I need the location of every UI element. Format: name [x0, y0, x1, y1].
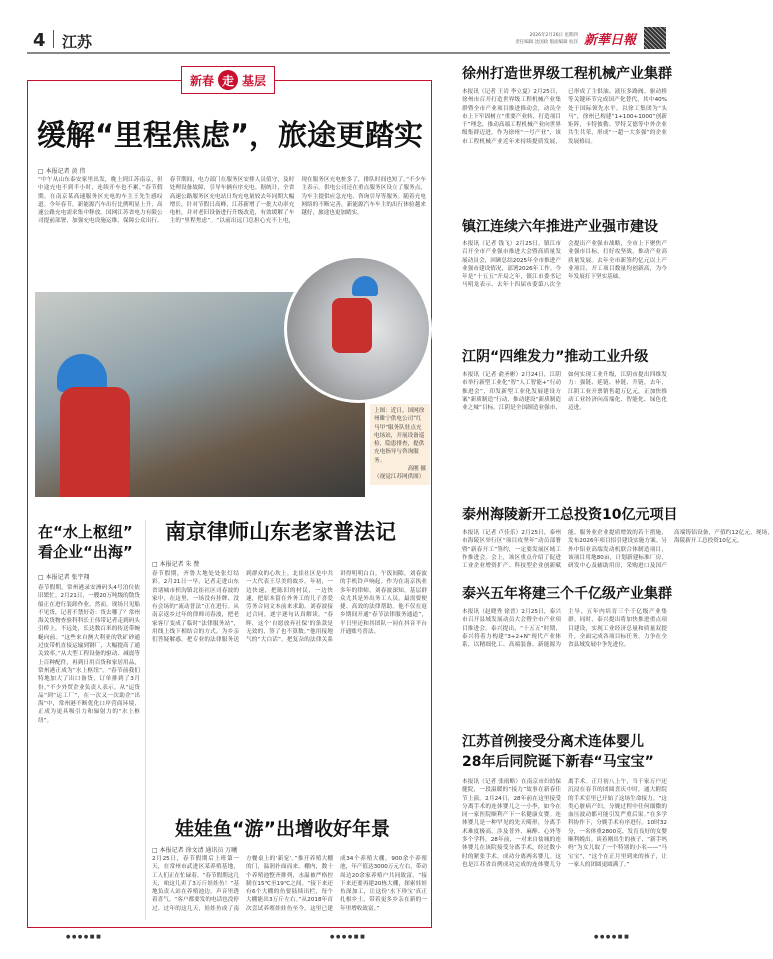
header-meta: [470, 32, 578, 46]
right-story-6-body: 本报讯（记者 张雨略）在南京市妇幼保健院，一段温暖的“接力”故事在新春佳节上演。2月24日，28年前在这里接受分离手术的连体婴儿之一小李，如今在同一家医院顺利产下一名健康女婴。连体婴儿是一种罕见的先天畸形，分离手术难度极高，涉及普外、麻醉、心外等多个学科。28年前，一对来自盐城的连体婴儿在该院接受分离手术，经过数小时的紧张手术，成功分离两名婴儿。这也是江苏省首例成功完成的连体婴儿分离手术。正月初八上午，当千家万户还沉浸在春节的团圆喜庆中时，通大附院的手术室里已开始了这场生命接力。“这类心脏病产妇，分娩过程中任何细微的血压波动都可能引发严重后果。”在多学科协作下，分娩手术有序进行。10时32分，一名体重2800克、发育良好的女婴顺利娩出。谈着刚出生的孩子，“新手妈妈”为女儿取了一个特别的小名——“马宝宝”，“这个在正月里到来的孩子，让一家人的团圆更圆满了。”: [462, 779, 667, 868]
headline-line-2: 28年后同院诞下新春“马宝宝”: [462, 754, 654, 770]
fish-story-body: 2月25日，春节假期后上班第一天，在常州市武进区某养殖基地，工人们正在忙碌着。“春节假期这几天，咱这儿卖了3万斤娃娃鱼！”基地负责人站在养殖池边，声音里透着喜气。“客户都要发的电话也没停过，过年的这几天，娃娃鱼成了南方餐桌上的‘新宠’。”推开养殖大棚的门，温润扑面而来。棚内，数十个养殖池整齐排列，水温被严格控制在15℃至19℃之间。“接下来还有6个大棚的鱼要陆续出栏，每个大棚能出3万斤左右。”从2018年首次尝试养殖娃娃鱼至今，这里已建成34个养殖大棚，900余个养殖池，年产值达3000万元左右，带动周边20余家养殖户共同致富。“接下来还要再建20栋大棚，探索娃娃鱼深加工，让这份‘水下珍宝’真正扎根乡土，带着更多乡亲在新的一年里增收致富。”: [152, 856, 427, 912]
lawyer-story-headline: 南京律师山东老家普法记: [165, 520, 396, 544]
print-registration-marks: ● ● ● ● ■ ■: [594, 934, 629, 940]
right-story-2-body: 本报讯（记者 钱飞）2月25日，镇江市召开全市产业强市推进大会暨高质量发展动员会，回顾总结2025年全市推进产业强市建设情况，部署2026年工作。今年是“十五五”开局之年，镇江市委书记马明龙表示，去年十四届市委第八次全会提出产业强市战略，全市上下聚焦产业强市目标，打好攻坚战，推动产业高质量发展。去年全市新签约亿元以上产业项目、开工项目数量均创新高，为今年发展打下坚实基础。: [462, 241, 667, 289]
masthead-logo: 新華日報: [584, 33, 637, 48]
left-story-headline: [38, 522, 133, 562]
column-divider: [145, 520, 146, 920]
photo-source: （视觉江苏网供图）: [374, 474, 425, 481]
feature-photo-inset: [284, 255, 432, 403]
header-rule: [27, 52, 670, 54]
print-registration-marks: ● ● ● ● ■ ■: [66, 934, 101, 940]
column-badge: [181, 66, 275, 94]
feature-headline: 缓解“里程焦虑”，旅途更踏实: [36, 118, 424, 152]
right-story-4-headline: 泰州海陵新开工总投资10亿元项目: [462, 507, 678, 523]
editors: 责任编辑 沈国政 版面编辑 杭洋: [515, 40, 578, 45]
caption-text: 上图：近日，国网徐州睢宁供电公司“红马甲”服务队驻点充电场站，开展设备巡检，隐患排查，提供充电指导与咨询服务。: [374, 408, 425, 464]
headline-line-1: 在“水上枢纽”: [38, 523, 133, 541]
photo-caption: [370, 404, 430, 485]
right-story-4-body: 本报讯（记者 卢佳乐）2月25日，泰州市海陵区举行区“项目攻坚年”动员部署暨“新春开工”签约，一定要发展区域工作推进会。会上，该区重点介绍了促进工业企业增资扩产、科技型企业创新赋能、服务业企业提质增效的若干措施，发布2026年项目招引建设实施方案。另外中铝业高端发动机联合体制造项目，该项目用地80亩，计划新建标准厂房、研发中心及辅助用房，采购进口及国产高端铸铝设备，产值约12亿元。现场，海陵新开工总投资10亿元。: [462, 530, 773, 570]
feature-body: “中午从山东泰安家里出发，晚上到江苏南京，但中途充电不到半小时，连续开车也不累。”春节假期，在南京某高速服务区充电的车主王先生感叹道。今年春节，新能源汽车出行比例明显上升，高速公路充电需求集中释放。国网江苏省电力有限公司提前部署，加强充电设施运维，保障公众出行。春节期间，电力部门在服务区安排人员值守，及时处理设备故障，引导车辆有序充电。据统计，全省高速公路服务区充电站日均充电量较去年同期大幅增长。针对节假日高峰，江苏新增了一批大功率充电桩，并对老旧设备进行升级改造，有效缓解了车主的“里程焦虑”。“以前出远门总担心充不上电，现在服务区充电桩多了，排队时间也短了。”不少车主表示。供电公司还在重点服务区设立了服务点，为车主提供应急充电、咨询引导等服务。随着充电网络的不断完善，新能源汽车车主的出行体验越来越好，旅途也更加踏实。: [38, 177, 426, 225]
feature-byline: □ 本报记者 黄 伟: [38, 168, 86, 175]
right-story-5-headline: 泰兴五年将建三个千亿级产业集群: [462, 586, 672, 602]
fish-story-headline: 娃娃鱼“游”出增收好年景: [175, 818, 390, 840]
right-story-1-headline: 徐州打造世界级工程机械产业集群: [462, 66, 672, 82]
right-story-1-body: 本报讯（记者 王岩 李立夏）2月25日，徐州市召开打造世界级工程机械产业集群暨全市产业项目推进推动会，动员全市上下牢固树立“重要产业转、打造项目千”理念，推动高端工程机械产业向世界级集群迈进。作为徐州“一号产业”，该市工程机械产业近年来持续提质发展，已形成了主供油、液压多路阀、驱动桥等关键环节完成国产化替代，其中40%处于国际领先水平。以徐工集团为“头马”，徐州已构建“1+100+1000”创新矩阵，卡特彼勒、罗特艾德等中外企业共生共荣，形成“一超一大多强”的企业发展格局。: [462, 89, 667, 145]
right-story-5-body: 本报讯（赵晓秀 徐晋）2月25日，泰兴市召开县域发展动员大会暨全市产业项目推进会。泰兴提出，“十五五”时期，泰兴将着力构建“3+2+N”现代产业体系，以精细化工、高端装备、新能源为主导，五年内培育三个千亿级产业集群。同时，泰兴提出将加快推进重点项目建设，实现工业经济总量和质量双提升，全面完成各项目标任务，力争在全省县域发展中争先进位。: [462, 609, 667, 649]
right-story-6-headline: [462, 732, 654, 772]
header-divider: [53, 30, 54, 48]
print-registration-marks: ● ● ● ● ■ ■: [330, 934, 365, 940]
right-story-3-body: 本报讯（记者 俞圣彬）2月24日，江阴市举行新型工业化“智”人工智能+“行动推进会”，印发新型工业化发展建设方案“新质制造”行动，推动建设“新质制造业之城”目标。江阴是全国制造业强市，如何实现工业升级，江阴市提出四维发力：强链、延链、补链、升链。去年，江阴工业开票销售超万亿元，正加快推动工业经济向高端化、智能化、绿色化迈进。: [462, 372, 667, 412]
section-name: 江苏: [62, 33, 93, 51]
left-story-body: 春节假期，常州港录安洲码头4号泊位依旧繁忙。2月21日，一艘20万吨级的散货船正在进行装卸作业。然而，现场只见船不见货，记者不禁好奇：货去哪了？常州海关货物查验科科长王伟带记者走到码头引桥上，不远处，长达数百米的传送带蜿蜒向前。“这些来自澳大利亚的铁矿砂通过皮带机直接运输到钢厂，大幅提高了通关效率。”从大型工程设备的驱动、减震等上百种配件，再到日用百货和家居用品，常州港正成为“水上枢纽”。“春节前我们特地加大了出口备货，订单排到了3月份。”不少外贸企业负责人表示。从“运货品”到“运工厂”，在一次又一次助企“出海”中，常州港不断优化口岸营商环境，正成为更具吸引力和辐射力的“水上枢纽”。: [38, 585, 140, 724]
page-number: 4: [33, 30, 46, 51]
headline-line-2: 看企业“出海”: [38, 543, 133, 561]
right-story-3-headline: 江阴“四维发力”推动工业升级: [462, 349, 649, 365]
right-story-2-headline: 镇江连续六年推进产业强市建设: [462, 219, 658, 235]
badge-mid: 走: [218, 70, 238, 90]
left-story-byline: □ 本报记者 张宇翔: [38, 574, 90, 581]
badge-right: 基层: [242, 73, 267, 88]
badge-left: 新春: [189, 73, 214, 88]
lawyer-story-byline: □ 本报记者 朱 赞: [152, 561, 200, 568]
photo-credit: 高刚 摄: [407, 466, 426, 473]
headline-line-1: 江苏首例接受分离术连体婴儿: [462, 734, 644, 750]
fish-story-byline: □ 本报记者 徐文清 通讯员 万曦: [152, 847, 238, 854]
issue-date: 2026年2月26日 星期四: [529, 33, 578, 38]
qr-code-icon: [644, 27, 666, 49]
lawyer-story-body: 春节假期，齐鲁大地处处张灯结彩。2月21日一早，记者走进山东省诸城市枳沟镇北崔社区司春波的家中，在这里，一场没有挂牌、没有会场的“流动普法”正在进行。从南京返乡过年的律师司春波，把老家客厅变成了临时“法律服务站”，用线上线下相结合的方式，为乡亲们答疑解惑，把专业的法律服务送到群众的心坎上。北崔社区是中共一大代表王尽美的故乡。年初，一边快速，把陈旧的村民，一边快速，把原本留在外务工的儿子喜爱劳务合同文本前来求助。刘春波接过合同，逐字逐句认真解读。“春晖，这个‘自愿放弃社保’的条款是无效的，签了也不算数。”他用接地气的“大白话”，把复杂的法律关系讲得明明白白。午饭间隙，刘春波的手机铃声响起。作为在南京执业多年的律师，刘春波深知，基层群众尤其是外出务工人员，最需要便捷、高效的法律帮助。他不仅在返乡期间开通“春节法律服务通道”，平日里还和其团队一同在抖音平台开通账号普法。: [152, 571, 427, 644]
